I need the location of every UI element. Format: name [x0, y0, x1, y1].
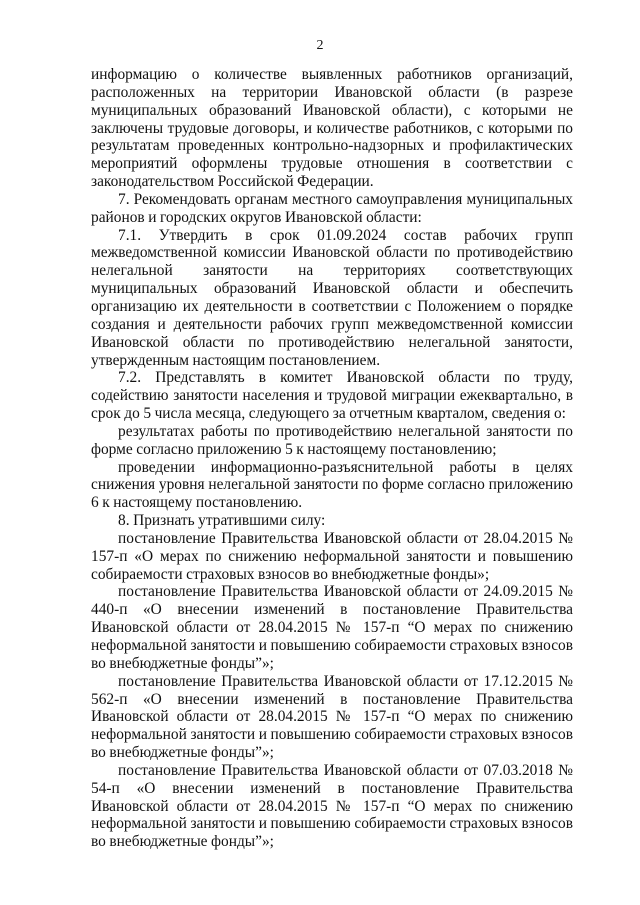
paragraph-resolution-157: постановление Правительства Ивановской области от 28.04.2015 № 157-п «О мерах по снижению неформальной занятости и повышению собираемости страховых взносов во внебюджетные фонды»; — [91, 529, 573, 583]
paragraph-item-7-2: 7.2. Представлять в комитет Ивановской области по труду, содействию занятости населения и трудовой миграции ежеквартально, в срок до 5 числа месяца, следующего за отчетным кварталом, сведения о: — [91, 369, 573, 423]
paragraph-resolution-562: постановление Правительства Ивановской области от 17.12.2015 № 562-п «О внесении изменений в постановление Правительства Ивановской области от 28.04.2015 № 157-п “О мерах по снижению неформальной занятости и повышению собираемости страховых взносов во внебюджетные фонды”»; — [91, 672, 573, 762]
paragraph-item-7-1: 7.1. Утвердить в срок 01.09.2024 состав рабочих групп межведомственной комиссии Ивановской области по противодействию нелегальной занятости на территориях соответствующих муниципальных образований Ивановской области и обеспечить организацию их деятельности в соответствии с Положением о порядке создания и деятельности рабочих групп межведомственной комиссии Ивановской области по противодействию нелегальной занятости, утвержденным настоящим постановлением. — [91, 226, 573, 369]
paragraph-item-7: 7. Рекомендовать органам местного самоуправления муниципальных районов и городских округов Ивановской области: — [91, 190, 573, 226]
document-body — [91, 66, 573, 851]
page-number: 2 — [316, 38, 324, 53]
paragraph-resolution-54: постановление Правительства Ивановской области от 07.03.2018 № 54-п «О внесении изменений в постановление Правительства Ивановской области от 28.04.2015 № 157-п “О мерах по снижению неформальной занятости и повышению собираемости страховых взносов во внебюджетные фонды”»; — [91, 761, 573, 851]
paragraph-info-work: проведении информационно-разъяснительной работы в целях снижения уровня нелегальной занятости по форме согласно приложению 6 к настоящему постановлению. — [91, 458, 573, 512]
paragraph-report-info: информацию о количестве выявленных работников организаций, расположенных на территории Ивановской области (в разрезе муниципальных образований Ивановской области), с которыми не заключены трудовые договоры, и количестве работников, с которыми по результатам проведенных контрольно-надзорных и профилактических мероприятий оформлены трудовые отношения в соответствии с законодательством Российской Федерации. — [91, 66, 573, 191]
paragraph-item-8: 8. Признать утратившими силу: — [118, 512, 326, 530]
paragraph-work-results: результатах работы по противодействию нелегальной занятости по форме согласно приложению 5 к настоящему постановлению; — [91, 422, 573, 458]
paragraph-resolution-440: постановление Правительства Ивановской области от 24.09.2015 № 440-п «О внесении изменений в постановление Правительства Ивановской области от 28.04.2015 № 157-п “О мерах по снижению неформальной занятости и повышению собираемости страховых взносов во внебюджетные фонды”»; — [91, 583, 573, 672]
